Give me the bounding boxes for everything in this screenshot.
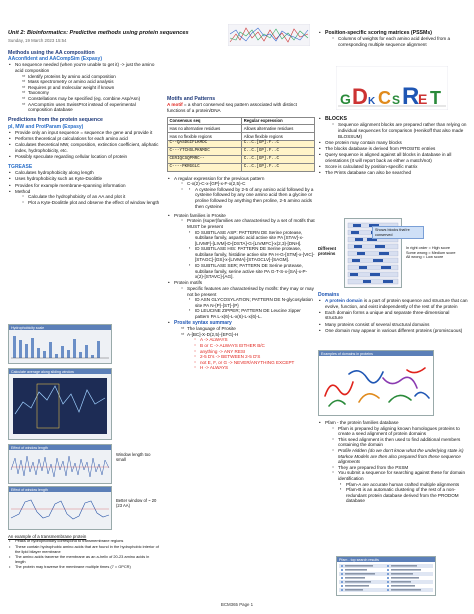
list-item: ○ 2-5 D's -> BETWEEN 2-5 D'S: [194, 354, 315, 360]
figure-caption: Hydrophobicity scale: [9, 325, 111, 330]
domains-heading: Domains: [318, 292, 340, 298]
list-item: ○ Calculate the hydrophobicity of an AA and plot it: [22, 194, 160, 200]
svg-text:T: T: [430, 88, 441, 108]
sliding-window-figure: [8, 368, 112, 440]
column-right: [318, 30, 468, 48]
tm-list: [8, 539, 160, 569]
tgrease-method-list: [15, 194, 160, 205]
motif-ids: [187, 297, 315, 319]
list-item: • Method ○ Calculate the hydrophobicity of an AA and plot it ○ Plot a Kyte-Doolittle plot and observe the effect of window length: [8, 189, 160, 206]
column-middle: [167, 96, 315, 372]
list-item: ▪ ID LEUCINE ZIPPER; PATTERN DE Leucine zipper pattern PA L-x(6)-L-x(6)-L-x(6)-L.: [189, 308, 315, 319]
list-item: • Provides for example membrane-spanning information: [8, 183, 160, 189]
list-item: • Position-specific scoring matrices (PSSMs) ○ Columns of weights for each amino acid derived from a corresponding multiple sequence alignment: [318, 30, 468, 48]
list-item: • Provide only an input sequence = sequence the gene and provide it: [8, 130, 160, 136]
figure-caption: Effect of window length: [9, 487, 111, 492]
tgrease-heading: TGREASE: [8, 164, 33, 171]
legend-item: Some wrong = Medium score: [406, 250, 456, 255]
table-row: [168, 156, 315, 164]
list-item: • Calculates theoretical MW, composition, extinction coefficient, aliphatic index, hydrophobicity, etc.: [8, 142, 160, 153]
consensus-table: [167, 117, 315, 172]
list-item: ⇨ Taxonomy: [22, 90, 160, 96]
list-item: • Protein families in Prosite ○ Protein (super)families are characterised by a set of motifs that MUST be present ▪ ID SUBTILASE ASP: PATTERN DE Serine protease, subtilase family, aspartic acid active site PA [STAV]-x-[LIVMF]-[LIVM]-D-[DSTA]-G-[LIVMFC]-x(2,3)-[DNH]. ▪ ID SUBTILASE HIS: PATTERN DE Serine protease, subtilase family, histidine active site PA H-G-[STM]-x-[VIC]-[STAGC]-[GS]-x-[LIVMA]-[STAGCLV]-[SAGM]. ▪ ID SUBTILASE SER; PATTERN DE Serine protease, subtilase family, serine active site PA G-T-S-x-[SA]-x-P-x(2)-[STAVC]-[AG].: [167, 213, 315, 280]
table-cell: C..C.[GP].F..C: [242, 163, 315, 171]
aa-heading: Methods using the AA composition: [8, 50, 95, 56]
list-item: • Pfam - the protein families database ○ Pfam is prepared by aligning known homologues proteins to create a seed alignment of protein domains ○ This seed alignment is then used to find additional members containing the domain ○ Profile Hidden (do we don't know what the underlying state is) Markov Models are then also prepared from these sequence alignments ○ They are prepared from the PSSM ○ You submit a sequence for searching against these for domain identification ▪ Pfam-A are accurate human crafted multiple alignments ▪ Pfam-B is an automatic clustering of the rest of a non-redundant protein database derived from the PRODOM database: [318, 420, 468, 504]
list-item: • The protein may traverse the membrane multiple times (7 = GPCR): [8, 565, 160, 570]
list-item: ▪ ○ A cysteine followed by 2-5 of any amino acid followed by a cysteine followed by any one amino acid then a glycine or proline followed by anything then proline, 2-5 amino acids then cysteine: [189, 187, 315, 209]
legend-item: All wrong = Low score: [406, 255, 444, 260]
pfam-sub: [325, 426, 468, 504]
table-cell: Has no flexible regions: [168, 132, 242, 140]
list-item: ○ H -> ALWAYS: [194, 365, 315, 371]
protein-domains-image: [319, 356, 433, 414]
list-item: • These contain hydrophobic amino acids that are found in the hydrophobic interior of the lipid bilayer membrane: [8, 545, 160, 555]
window-length-figure-2: [8, 486, 112, 530]
list-item: ○ Protein (super)families are characterised by a set of motifs that MUST be present ▪ ID SUBTILASE ASP: PATTERN DE Serine protease, subtilase family, aspartic acid active site PA [STAV]-x-[LIVMF]-[LIVM]-D-[DSTA]-G-[LIVMFC]-x(2,3)-[DNH]. ▪ ID SUBTILASE HIS: PATTERN DE Serine protease, subtilase family, histidine active site PA H-G-[STM]-x-[VIC]-[STAGC]-[GS]-x-[LIVMA]-[STAGCLV]-[SAGM]. ▪ ID SUBTILASE SER; PATTERN DE Serine protease, subtilase family, serine active site PA G-T-S-x-[SA]-x-P-x(2)-[STAVC]-[AG].: [181, 218, 315, 280]
list-item: ○ B or C -> ALWAYS EITHER B/C: [194, 343, 315, 349]
list-item: ○ They are prepared from the PSSM: [332, 465, 468, 471]
motifs-sub: [174, 286, 315, 320]
window-length-figure-1: [8, 444, 112, 484]
page-title: Unit 2: Bioinformatics: Predictive methods using protein sequences: [8, 30, 189, 36]
tm-heading: An example of a transmembrane protein: [8, 534, 87, 539]
legend-item: In right order = High score: [406, 246, 451, 250]
table-row: [168, 140, 315, 148]
table-cell: C----PKRGGLC: [168, 163, 242, 171]
table-cell: C..C.[GP].F..C: [242, 156, 315, 164]
regex-sub: [174, 181, 315, 209]
svg-text:K: K: [368, 96, 376, 107]
list-item: ○ C-x(2)-C-x-[GP]-x-F-x(2,5)-C: [181, 181, 315, 187]
list-item: ○ A -> ALWAYS: [194, 337, 315, 343]
regex-explain-list: [187, 187, 315, 209]
header-chart-image: [228, 24, 310, 46]
list-item: • Peaks of hydrophobicity correspond to transmembrane regions: [8, 539, 160, 544]
table-header-row: [168, 117, 315, 125]
list-item: • Protein motifs ○ Specific features are characterised by motifs: they may or may not be present ▪ ID ASN GLYCOSYLATION; PATTERN DE N-glycosylation site PA N-{P}-[ST]-{P} ▪ ID LEUCINE ZIPPER; PATTERN DE Leucine zipper pattern PA L-x(6)-L-x(6)-L-x(6)-L.: [167, 280, 315, 319]
table-cell: Allow flexible regions: [242, 132, 315, 140]
list-item: ⇨ Constellations may be specified (eg. combine Asp/Asn): [22, 96, 160, 102]
svg-text:D: D: [352, 84, 368, 109]
sliding-window-image: [9, 374, 111, 439]
list-item: ▪ ID SUBTILASE SER; PATTERN DE Serine protease, subtilase family, serine active site PA G-T-S-x-[SA]-x-P-x(2)-[STAVC]-[AG].: [189, 263, 315, 280]
list-item: • Many proteins consist of several structural domains: [318, 322, 468, 328]
table-row: [168, 125, 315, 133]
hydrophobicity-scale-figure: [8, 324, 112, 364]
table-header-cell: Consensus seq: [168, 117, 242, 125]
table-cell: C--QASDGIFLKMDC: [168, 140, 242, 148]
pfam-results-figure: [336, 556, 436, 596]
pssm-list: [318, 30, 468, 48]
list-item: ▪ ID SUBTILASE ASP: PATTERN DE Serine protease, subtilase family, aspartic acid active site PA [STAV]-x-[LIVMF]-[LIVM]-D-[DSTA]-G-[LIVMFC]-x(2,3)-[DNH].: [189, 230, 315, 247]
blocks-legend: [406, 246, 468, 260]
list-item: • A regular expression for the previous pattern ○ C-x(2)-C-x-[GP]-x-F-x(2,5)-C ▪ ○ A cysteine followed by 2-5 of any amino acid followed by a cysteine followed by any one amino acid then a glycine or proline followed by anything then proline, 2-5 amino acids then cysteine: [167, 176, 315, 210]
aa-subheading: AAconfident and AACompSim (Expasy): [8, 56, 102, 63]
pred-list: [8, 130, 160, 160]
list-item: • Uses hydrophobicity such as Kyte-Doolittle: [8, 176, 160, 182]
blocks-section: [318, 116, 468, 176]
page-footer: BCM365 Page 1: [220, 602, 254, 607]
svg-text:C: C: [378, 88, 391, 108]
figure-caption: Pfam - top search results: [337, 557, 435, 562]
list-item: • Calculates hydrophobicity along length: [8, 170, 160, 176]
pssm-sub: [325, 36, 468, 47]
blocks-sub: [325, 122, 468, 139]
pfam-ab-list: [338, 482, 468, 504]
blocks-list: [318, 116, 468, 176]
scale-bars-image: [9, 330, 111, 363]
prosite-ids: [187, 230, 315, 280]
figure-caption: Calculate average along sliding window: [9, 369, 111, 374]
list-item: • Possibly speculate regarding cellular location of protein: [8, 154, 160, 160]
list-item: • BLOCKS ○ Sequence alignment blocks are prepared rather than relying on individual sequences for comparison (Henikoff that also made BLOSSUM): [318, 116, 468, 139]
list-item: • Query sequence is aligned against all blocks in database in all orientations (It will report back as either a match/not): [318, 152, 468, 163]
table-header-cell: Regular expression: [242, 117, 315, 125]
list-item: ○ Plot a Kyte-Doolittle plot and observe the effect of window length: [22, 200, 160, 206]
domains-figure: [318, 350, 434, 416]
table-cell: Allows alternative residues: [242, 125, 315, 133]
svg-text:R: R: [402, 83, 420, 110]
tm-section: [8, 534, 160, 570]
aa-list: [8, 62, 160, 112]
note-window-better: Better window of ~ 20 (23 AA): [116, 498, 157, 509]
blocks-callout: Shows blocks that're conserved: [372, 226, 424, 239]
list-item: • Prosite syntax summary ⇨ The language of Prosite ⇨ A-[BC]-X-D(2,5)-{EFG}-H ○ A -> ALWAYS ○ B or C -> ALWAYS EITHER B/C ○ anything -> ANY RESI ○ 2-5 D's -> BETWEEN 2-5 D'S ○ not E, F, or G -> NEVER/ANYTHING EXCEPT ○ H -> ALWAYS: [167, 320, 315, 371]
table-cell: C---YTCHSLPKNMDC: [168, 148, 242, 156]
column-left: [8, 50, 160, 206]
note-window-small: Window length too small: [116, 452, 151, 463]
list-item: • Performs theoretical pI calculations for each amino acid: [8, 136, 160, 142]
motif-definition: A motif = a short conserved seq pattern associated with distinct functions of a protein/DNA: [167, 102, 297, 113]
list-item: [181, 187, 315, 209]
list-item: ○ Pfam is prepared by aligning known homologues proteins to create a seed alignment of protein domains: [332, 426, 468, 437]
pfam-section: [318, 420, 468, 505]
svg-text:S: S: [392, 93, 401, 107]
pfam-list: [318, 420, 468, 504]
pred-subheading: pI, MW and ProtParam (Expasy): [8, 123, 84, 130]
table-cell: CERIQCSQPMRC--: [168, 156, 242, 164]
list-item: ⇨ The language of Prosite: [181, 326, 315, 332]
pssm-logo-image: [336, 66, 448, 110]
syntax-sub: [174, 326, 315, 371]
list-item: ▪ ID SUBTILASE HIS: PATTERN DE Serine protease, subtilase family, histidine active site PA H-G-[STM]-x-[VIC]-[STAGC]-[GS]-x-[LIVMA]-[STAGCLV]-[SAGM].: [189, 246, 315, 263]
figure-caption: Effect of window length: [9, 445, 111, 450]
list-item: • Score is calculated by position-specific matrix: [318, 164, 468, 170]
list-item: • One protein may contain many blocks: [318, 140, 468, 146]
list-item: ⇨ Requires pI and molecular weight if known: [22, 85, 160, 91]
list-item: ○ You submit a sequence for searching against these for domain identification ▪ Pfam-A are accurate human crafted multiple alignments ▪ Pfam-B is an automatic clustering of the rest of a non-redundant protein database derived from the PRODOM database: [332, 470, 468, 504]
list-item: • No sequence needed (when you're unable to get it) -> just the amino acid composition ⇨ Identify proteins by amino acid composition ⇨ Mass spectrometry or amino acid analysis ⇨ Requires pI and molecular weight if known ⇨ Taxonomy ⇨ Constellations may be specified (eg. combine Asp/Asn) ⇨ AACompSim uses SwissProt instead of experimental composition database: [8, 62, 160, 112]
list-item: ⇨ Mass spectrometry or amino acid analysis: [22, 79, 160, 85]
list-item: ▪ Pfam-B is an automatic clustering of the rest of a non-redundant protein database derived from the PRODOM database: [340, 487, 468, 504]
table-row: [168, 132, 315, 140]
table-row: [168, 163, 315, 171]
list-item: ▪ Pfam-A are accurate human crafted multiple alignments: [340, 482, 468, 488]
prosite-sub: [174, 218, 315, 280]
date-line: Sunday, 19 March 2023 15:54: [8, 38, 67, 43]
table-cell: C..C.[GP].F..C: [242, 140, 315, 148]
list-item: ○ Sequence alignment blocks are prepared rather than relying on individual sequences for comparison (Henikoff that also made BLOSSUM): [332, 122, 468, 139]
aa-identify-list: [15, 74, 160, 113]
different-proteins-label: Different proteins: [318, 246, 337, 257]
list-item: • One domain may appear in various different proteins (promiscuous): [318, 328, 468, 334]
list-item: • The amino acids traverse the membrane as an a-helix of 20-23 amino acids in length: [8, 555, 160, 565]
list-item: • The Prints database can also be searched: [318, 170, 468, 176]
table-row: [168, 148, 315, 156]
list-item: ▪ ID ASN GLYCOSYLATION; PATTERN DE N-glycosylation site PA N-{P}-[ST]-{P}: [189, 297, 315, 308]
domains-list: [318, 298, 468, 333]
pfam-results-image: [337, 562, 435, 595]
svg-text:E: E: [418, 91, 428, 107]
prosite-list: [167, 213, 315, 371]
figure-caption: Examples of domains in proteins: [319, 351, 433, 356]
list-item: ⇨ Identify proteins by amino acid composition: [22, 74, 160, 80]
list-item: ○ Specific features are characterised by motifs: they may or may not be present ▪ ID ASN GLYCOSYLATION; PATTERN DE N-glycosylation site PA N-{P}-[ST]-{P} ▪ ID LEUCINE ZIPPER; PATTERN DE Leucine zipper pattern PA L-x(6)-L-x(6)-L-x(6)-L.: [181, 286, 315, 320]
list-item: • Each domain forms a unique and separate three-dimensional structure: [318, 310, 468, 321]
table-cell: Has no alternative residues: [168, 125, 242, 133]
list-item: ○ This seed alignment is then used to find additional members containing the domain: [332, 437, 468, 448]
table-cell: C..C.[GP].F..C: [242, 148, 315, 156]
domains-section: [318, 292, 468, 334]
list-item: ○ anything -> ANY RESI: [194, 349, 315, 355]
kd-plot-better-window: [9, 492, 111, 529]
motifs-heading: Motifs and Patterns: [167, 96, 216, 102]
kd-plot-small-window: [9, 450, 111, 483]
list-item: ⇨ AACompSim uses SwissProt instead of experimental composition database: [22, 102, 160, 113]
pred-heading: Predictions from the protein sequence: [8, 117, 103, 124]
list-item: ⇨ A-[BC]-X-D(2,5)-{EFG}-H ○ A -> ALWAYS ○ B or C -> ALWAYS EITHER B/C ○ anything -> ANY RESI ○ 2-5 D's -> BETWEEN 2-5 D'S ○ not E, F, or G -> NEVER/ANYTHING EXCEPT ○ H -> ALWAYS: [181, 332, 315, 371]
list-item: • A protein domain is a part of protein sequence and structure that can evolve, function, and exist independently of the rest of the protein: [318, 298, 468, 309]
list-item: ○ Profile Hidden (do we don't know what the underlying state is) Markov Models are then also prepared from these sequence alignments: [332, 448, 468, 465]
regex-list: [167, 176, 315, 210]
list-item: • The blocks database is derived from PROSITE entries: [318, 146, 468, 152]
svg-text:G: G: [340, 91, 351, 107]
list-item: ○ not E, F, or G -> NEVER/ANYTHING EXCEPT: [194, 360, 315, 366]
syntax-rules: [187, 337, 315, 371]
list-item: ○ Columns of weights for each amino acid derived from a corresponding multiple sequence alignment: [332, 36, 468, 47]
tgrease-list: [8, 170, 160, 205]
